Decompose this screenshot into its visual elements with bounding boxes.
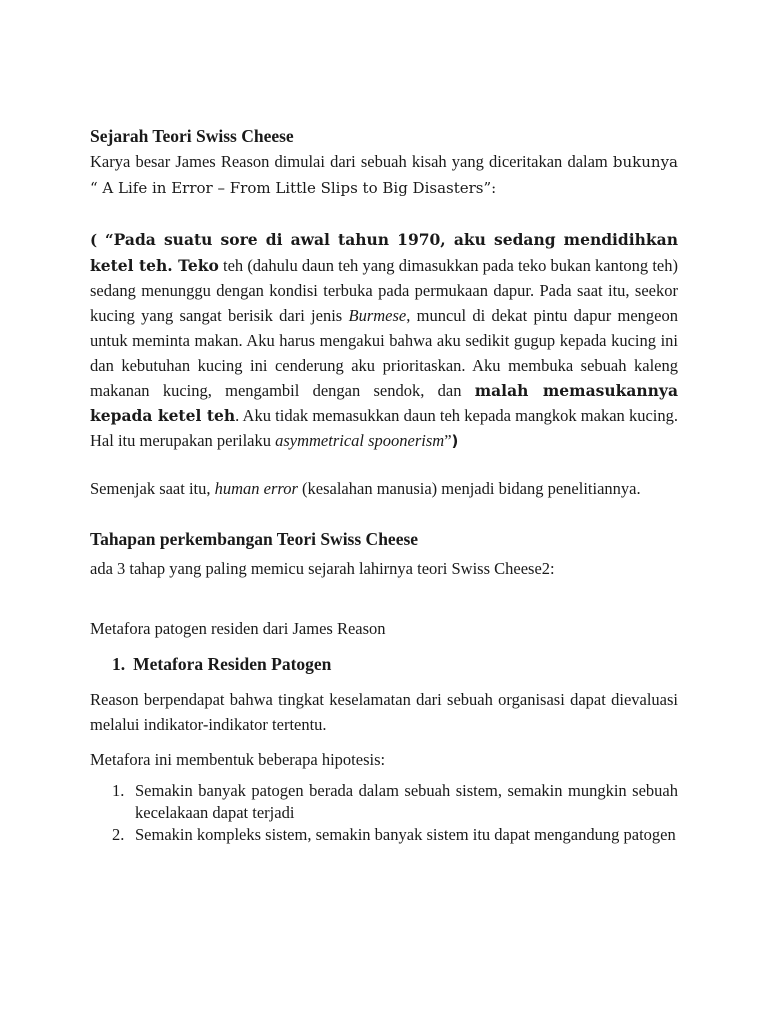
item1-heading: Metafora Residen Patogen xyxy=(133,654,332,674)
metaphor-subtitle: Metafora patogen residen dari James Reason xyxy=(90,619,386,638)
hypothesis-item xyxy=(90,824,678,846)
book-title-line: bukunya “ A Life in Error – From Little Slips to Big Disasters”: xyxy=(90,153,678,197)
hypothesis-number: 2. xyxy=(112,825,125,844)
quote-bold-2: malah memasukannya kepada ketel teh xyxy=(90,381,678,425)
quote-after-bold: . Teko xyxy=(167,256,219,275)
stages-intro: ada 3 tahap yang paling memicu sejarah lahirnya teori Swiss Cheese2: xyxy=(90,559,555,578)
hypothesis-number: 1. xyxy=(112,781,125,800)
hypothesis-text: Semakin banyak patogen berada dalam sebuah sistem, semakin mungkin sebuah kecelakaan dapat terjadi xyxy=(135,781,678,822)
hypothesis-text: Semakin kompleks sistem, semakin banyak sistem itu dapat mengandung patogen xyxy=(135,825,676,844)
quote-italic-burmese: Burmese xyxy=(348,306,407,325)
since-paragraph xyxy=(90,476,678,501)
quote-text-3: . Aku tidak memasukkan daun teh kepada mangkok makan kucing. Hal itu merupakan perilaku xyxy=(90,406,678,450)
since-text-2: (kesalahan manusia) menjadi bidang penelitiannya. xyxy=(297,479,641,498)
section-heading-history: Sejarah Teori Swiss Cheese xyxy=(90,126,294,146)
quote-text-2: , muncul di dekat pintu dapur mengeon untuk meminta makan. Aku harus mengakui bahwa aku sedikit gugup kepada kucing ini dan kebutuhan kucing ini cenderung aku prioritaskan. Aku membuka sebuah kaleng makanan kucing, mengambil dengan sendok, dan xyxy=(90,306,678,400)
numbered-heading-1 xyxy=(90,652,678,677)
quote-paragraph xyxy=(90,227,678,454)
hypothesis-item xyxy=(90,780,678,824)
document-page xyxy=(90,124,678,846)
hypothesis-list xyxy=(90,780,678,846)
hypothesis-intro: Metafora ini membentuk beberapa hipotesis: xyxy=(90,750,386,769)
quote-italic-spoonerism: asymmetrical spoonerism xyxy=(275,431,445,450)
intro-paragraph xyxy=(90,149,678,201)
quote-bold-line: Pada suatu sore di awal tahun 1970, aku sedang mendidihkan ketel teh xyxy=(90,230,678,275)
item1-paragraph: Reason berpendapat bahwa tingkat keselamatan dari sebuah organisasi dapat dievaluasi melalui indikator-indikator tertentu. xyxy=(90,690,678,734)
since-italic: human error xyxy=(214,479,298,498)
quote-close-mark: ” xyxy=(444,431,452,450)
quote-close-bracket: ) xyxy=(451,432,459,450)
quote-open: ( “ xyxy=(90,231,114,249)
quote-text-1: teh (dahulu daun teh yang dimasukkan pada teko bukan kantong teh) sedang menunggu dengan kondisi terbuka pada permukaan dapur. Pada saat itu, seekor kucing yang sangat berisik dari jenis xyxy=(90,256,679,325)
since-text-1: Semenjak saat itu, xyxy=(90,479,215,498)
item1-number: 1. xyxy=(112,654,126,674)
section-heading-stages: Tahapan perkembangan Teori Swiss Cheese xyxy=(90,529,419,549)
intro-text: Karya besar James Reason dimulai dari sebuah kisah yang diceritakan dalam xyxy=(90,152,608,171)
